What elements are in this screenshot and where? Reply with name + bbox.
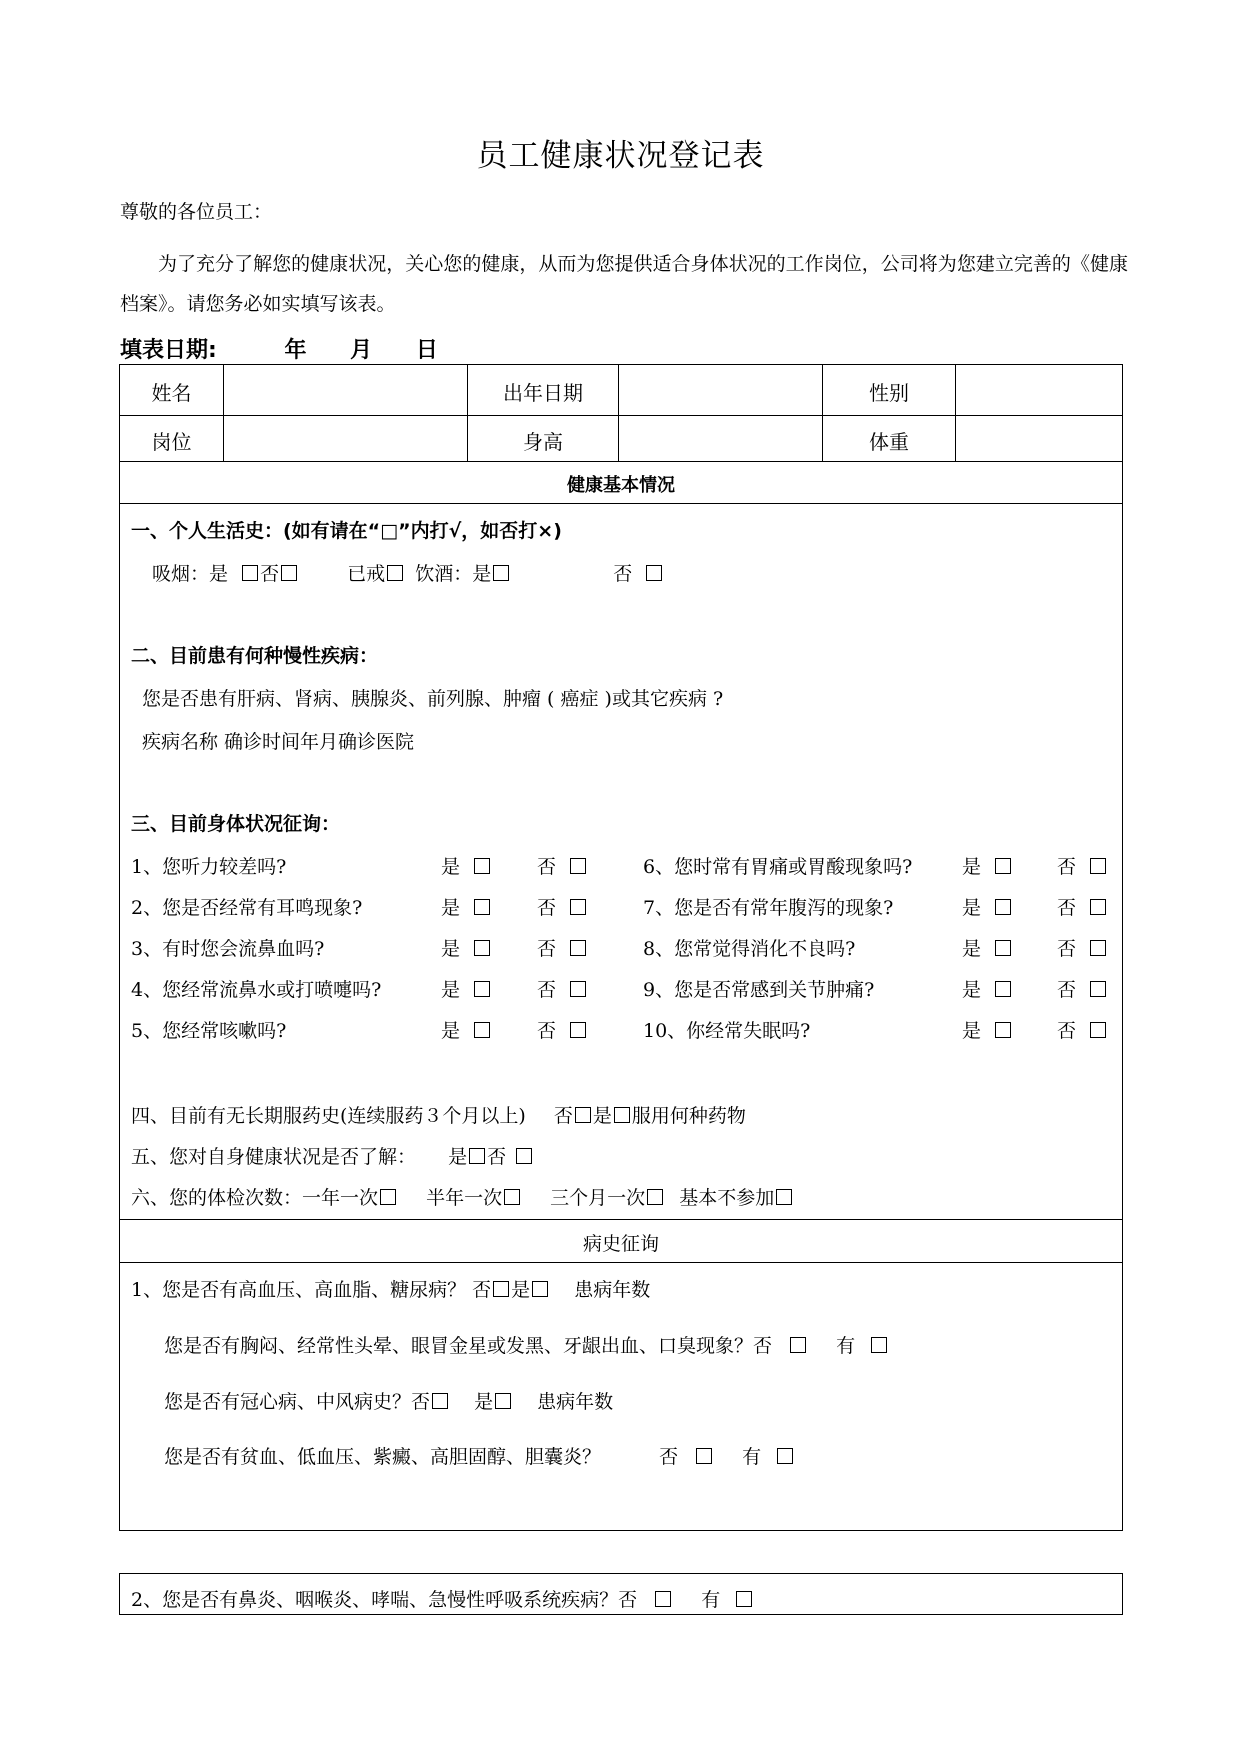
chronic-disease-fields[interactable]: 疾病名称 确诊时间年月确诊医院	[142, 731, 415, 753]
symptom-no-option	[1057, 893, 1108, 920]
symptom-yes-label: 是	[962, 979, 982, 1001]
symptom-yes-label: 是	[441, 979, 461, 1001]
rule	[1122, 364, 1123, 1530]
symptom-no-option	[1057, 934, 1108, 961]
drink-no-label: 否	[613, 563, 633, 585]
self-awareness-no-label: 否	[487, 1146, 507, 1168]
symptom-no-option	[537, 1016, 588, 1043]
medication-which-label: 服用何种药物	[631, 1105, 746, 1127]
drink-label: 饮酒：是	[415, 563, 492, 585]
symptom-no-checkbox[interactable]	[570, 940, 586, 956]
symptom-question: 3、有时您会流鼻血吗?	[131, 938, 325, 960]
rule	[119, 1530, 1123, 1531]
name-field[interactable]	[224, 366, 467, 414]
rule	[1122, 1573, 1123, 1614]
checkup-quarterly-checkbox[interactable]	[647, 1189, 663, 1205]
symptom-no-label: 否	[1057, 938, 1077, 960]
self-awareness-question: 五、您对自身健康状况是否了解：	[131, 1146, 417, 1168]
symptom-yes-label: 是	[441, 897, 461, 919]
history-q1c-years[interactable]: 患病年数	[537, 1391, 614, 1413]
symptom-yes-checkbox[interactable]	[995, 1022, 1011, 1038]
symptom-yes-option	[962, 893, 1013, 920]
section-header-basic: 健康基本情况	[567, 475, 675, 496]
history-q2-row	[131, 1585, 754, 1612]
symptom-yes-label: 是	[962, 897, 982, 919]
history-q1d-no-label: 否	[659, 1446, 679, 1468]
history-q1b-no-checkbox[interactable]	[790, 1337, 806, 1353]
section-1-title: 一、个人生活史：(如有请在“□”内打√，如否打×)	[131, 520, 562, 542]
history-q1d-no-checkbox[interactable]	[696, 1448, 712, 1464]
symptom-question: 5、您经常咳嗽吗?	[131, 1020, 287, 1042]
self-awareness-no-checkbox[interactable]	[516, 1148, 532, 1164]
symptom-no-checkbox[interactable]	[1090, 981, 1106, 997]
symptom-no-checkbox[interactable]	[570, 899, 586, 915]
symptom-yes-checkbox[interactable]	[474, 981, 490, 997]
history-q2-has-label: 有	[701, 1589, 721, 1611]
history-q1b: 您是否有胸闷、经常性头晕、眼冒金星或发黑、牙龈出血、口臭现象？否	[164, 1335, 773, 1357]
label-height: 身高	[523, 430, 563, 454]
symptom-yes-checkbox[interactable]	[995, 858, 1011, 874]
symptom-yes-option	[962, 975, 1013, 1002]
symptom-question: 4、您经常流鼻水或打喷嚏吗?	[131, 979, 382, 1001]
history-q2-has-checkbox[interactable]	[736, 1591, 752, 1607]
symptom-no-label: 否	[537, 1020, 557, 1042]
symptom-yes-checkbox[interactable]	[995, 981, 1011, 997]
self-awareness-yes-checkbox[interactable]	[469, 1148, 485, 1164]
symptom-yes-label: 是	[441, 856, 461, 878]
symptom-yes-label: 是	[441, 938, 461, 960]
smoke-label: 吸烟：是	[152, 563, 229, 585]
symptom-no-label: 否	[1057, 897, 1077, 919]
rule	[119, 364, 120, 1530]
symptom-question: 7、您是否有常年腹泻的现象?	[643, 897, 894, 919]
symptom-no-option	[1057, 852, 1108, 879]
history-q1d: 您是否有贫血、低血压、紫癜、高胆固醇、胆囊炎？	[164, 1446, 602, 1468]
symptom-no-checkbox[interactable]	[570, 981, 586, 997]
checkup-quarterly-label: 三个月一次	[550, 1187, 646, 1209]
birth-field[interactable]	[619, 366, 822, 414]
history-q2-no-checkbox[interactable]	[655, 1591, 671, 1607]
symptom-no-label: 否	[1057, 1020, 1077, 1042]
history-q1-yes-checkbox[interactable]	[532, 1281, 548, 1297]
medication-no-label: 否	[553, 1105, 573, 1127]
symptom-no-label: 否	[1057, 856, 1077, 878]
page-title: 员工健康状况登记表	[476, 138, 765, 174]
history-q1c-row	[164, 1387, 613, 1414]
symptom-yes-option	[441, 975, 492, 1002]
symptom-yes-label: 是	[962, 856, 982, 878]
symptom-no-option	[1057, 1016, 1108, 1043]
history-q1c: 您是否有冠心病、中风病史？否	[164, 1391, 431, 1413]
gender-field[interactable]	[956, 366, 1122, 414]
history-q1c-no-checkbox[interactable]	[432, 1393, 448, 1409]
date-year[interactable]: 年	[284, 338, 307, 363]
symptom-yes-checkbox[interactable]	[474, 858, 490, 874]
symptom-yes-checkbox[interactable]	[474, 1022, 490, 1038]
history-q1c-yes-label: 是	[474, 1391, 494, 1413]
symptom-no-label: 否	[1057, 979, 1077, 1001]
history-q1b-has-label: 有	[836, 1335, 856, 1357]
checkup-halfyear-checkbox[interactable]	[504, 1189, 520, 1205]
history-q1c-yes-checkbox[interactable]	[495, 1393, 511, 1409]
section-header-history: 病史征询	[582, 1233, 659, 1255]
quit-label: 已戒	[347, 563, 386, 585]
history-q1d-has-checkbox[interactable]	[777, 1448, 793, 1464]
self-awareness-row	[131, 1142, 534, 1169]
symptom-no-option	[1057, 975, 1108, 1002]
symptom-question: 10、你经常失眠吗?	[643, 1020, 811, 1042]
symptom-no-label: 否	[537, 856, 557, 878]
checkup-yearly-checkbox[interactable]	[380, 1189, 396, 1205]
symptom-yes-checkbox[interactable]	[474, 899, 490, 915]
smoke-quit-checkbox[interactable]	[387, 565, 403, 581]
symptom-yes-option	[962, 934, 1013, 961]
symptom-no-checkbox[interactable]	[1090, 1022, 1106, 1038]
checkup-never-label: 基本不参加	[679, 1187, 775, 1209]
symptom-yes-checkbox[interactable]	[474, 940, 490, 956]
medication-row	[131, 1101, 746, 1128]
symptom-no-checkbox[interactable]	[570, 858, 586, 874]
symptom-yes-label: 是	[962, 1020, 982, 1042]
label-post: 岗位	[151, 430, 192, 454]
rule	[119, 461, 1123, 462]
checkup-frequency-row	[131, 1183, 794, 1210]
height-field[interactable]	[619, 417, 822, 460]
symptom-no-checkbox[interactable]	[570, 1022, 586, 1038]
rule	[119, 1573, 120, 1614]
history-q1b-row	[164, 1331, 889, 1358]
post-field[interactable]	[224, 417, 467, 460]
label-birth: 出年日期	[503, 381, 583, 405]
rule	[119, 1262, 1123, 1263]
history-q1: 1、您是否有高血压、高血脂、糖尿病？ 否	[131, 1279, 492, 1301]
weight-field[interactable]	[956, 417, 1122, 460]
history-q1b-has-checkbox[interactable]	[871, 1337, 887, 1353]
smoking-row	[152, 559, 664, 586]
rule	[119, 364, 1123, 365]
symptom-no-option	[537, 893, 588, 920]
symptom-question: 2、您是否经常有耳鸣现象?	[131, 897, 363, 919]
checkup-halfyear-label: 半年一次	[426, 1187, 503, 1209]
symptom-no-option	[537, 852, 588, 879]
label-name: 姓名	[151, 381, 192, 405]
rule	[119, 415, 1123, 416]
medication-question: 四、目前有无长期服药史(连续服药３个月以上)	[131, 1105, 526, 1127]
symptom-yes-option	[441, 1016, 492, 1043]
symptom-no-checkbox[interactable]	[1090, 858, 1106, 874]
rule	[119, 1573, 1123, 1574]
symptom-no-checkbox[interactable]	[1090, 899, 1106, 915]
symptom-no-option	[537, 975, 588, 1002]
history-q1-years[interactable]: 患病年数	[574, 1279, 651, 1301]
symptom-no-label: 否	[537, 979, 557, 1001]
symptom-no-label: 否	[537, 938, 557, 960]
fill-date-row	[120, 333, 438, 364]
medication-yes-label: 是	[592, 1105, 612, 1127]
chronic-disease-question: 您是否患有肝病、肾病、胰腺炎、前列腺、肿瘤 ( 癌症 )或其它疾病 ?	[142, 688, 724, 710]
medication-yes-checkbox[interactable]	[614, 1107, 630, 1123]
history-q1d-has-label: 有	[742, 1446, 762, 1468]
section-3-title: 三、目前身体状况征询：	[131, 813, 341, 835]
smoke-no-checkbox[interactable]	[281, 565, 297, 581]
symptom-yes-option	[441, 852, 492, 879]
symptom-no-checkbox[interactable]	[1090, 940, 1106, 956]
rule	[119, 503, 1123, 504]
symptom-no-option	[537, 934, 588, 961]
self-awareness-yes-label: 是	[448, 1146, 468, 1168]
symptom-yes-checkbox[interactable]	[995, 940, 1011, 956]
label-gender: 性别	[869, 381, 909, 405]
date-day[interactable]: 日	[415, 338, 438, 363]
symptom-yes-label: 是	[962, 938, 982, 960]
history-q1-no-checkbox[interactable]	[493, 1281, 509, 1297]
fill-date-label: 填表日期:	[120, 338, 217, 363]
smoke-no-label: 否	[260, 563, 280, 585]
rule	[119, 1219, 1123, 1220]
section-2-title: 二、目前患有何种慢性疾病：	[131, 645, 379, 667]
symptom-yes-label: 是	[441, 1020, 461, 1042]
date-month[interactable]: 月	[350, 338, 373, 363]
symptom-yes-checkbox[interactable]	[995, 899, 1011, 915]
history-q1-yes-label: 是	[511, 1279, 531, 1301]
symptom-no-label: 否	[537, 897, 557, 919]
history-q2: 2、您是否有鼻炎、咽喉炎、哮喘、急慢性呼吸系统疾病？否	[131, 1589, 638, 1611]
symptom-yes-option	[962, 1016, 1013, 1043]
symptom-question: 8、您常觉得消化不良吗?	[643, 938, 856, 960]
medication-no-checkbox[interactable]	[575, 1107, 591, 1123]
checkup-never-checkbox[interactable]	[776, 1189, 792, 1205]
drink-yes-checkbox[interactable]	[493, 565, 509, 581]
smoke-yes-checkbox[interactable]	[242, 565, 258, 581]
symptom-question: 9、您是否常感到关节肿痛?	[643, 979, 875, 1001]
symptom-yes-option	[441, 893, 492, 920]
drink-no-checkbox[interactable]	[646, 565, 662, 581]
checkup-yearly-label: 六、您的体检次数：一年一次	[131, 1187, 379, 1209]
label-weight: 体重	[869, 430, 909, 454]
salutation: 尊敬的各位员工：	[120, 201, 273, 223]
rule	[119, 1614, 1123, 1615]
history-q1d-row	[164, 1442, 795, 1469]
symptom-question: 1、您听力较差吗?	[131, 856, 287, 878]
history-q1-row	[131, 1275, 650, 1302]
symptom-yes-option	[962, 852, 1013, 879]
symptom-yes-option	[441, 934, 492, 961]
intro-paragraph: 为了充分了解您的健康状况，关心您的健康，从而为您提供适合身体状况的工作岗位，公司将为您建立完善的《健康档案》。请您务必如实填写该表。	[120, 253, 1128, 315]
symptom-question: 6、您时常有胃痛或胃酸现象吗?	[643, 856, 913, 878]
